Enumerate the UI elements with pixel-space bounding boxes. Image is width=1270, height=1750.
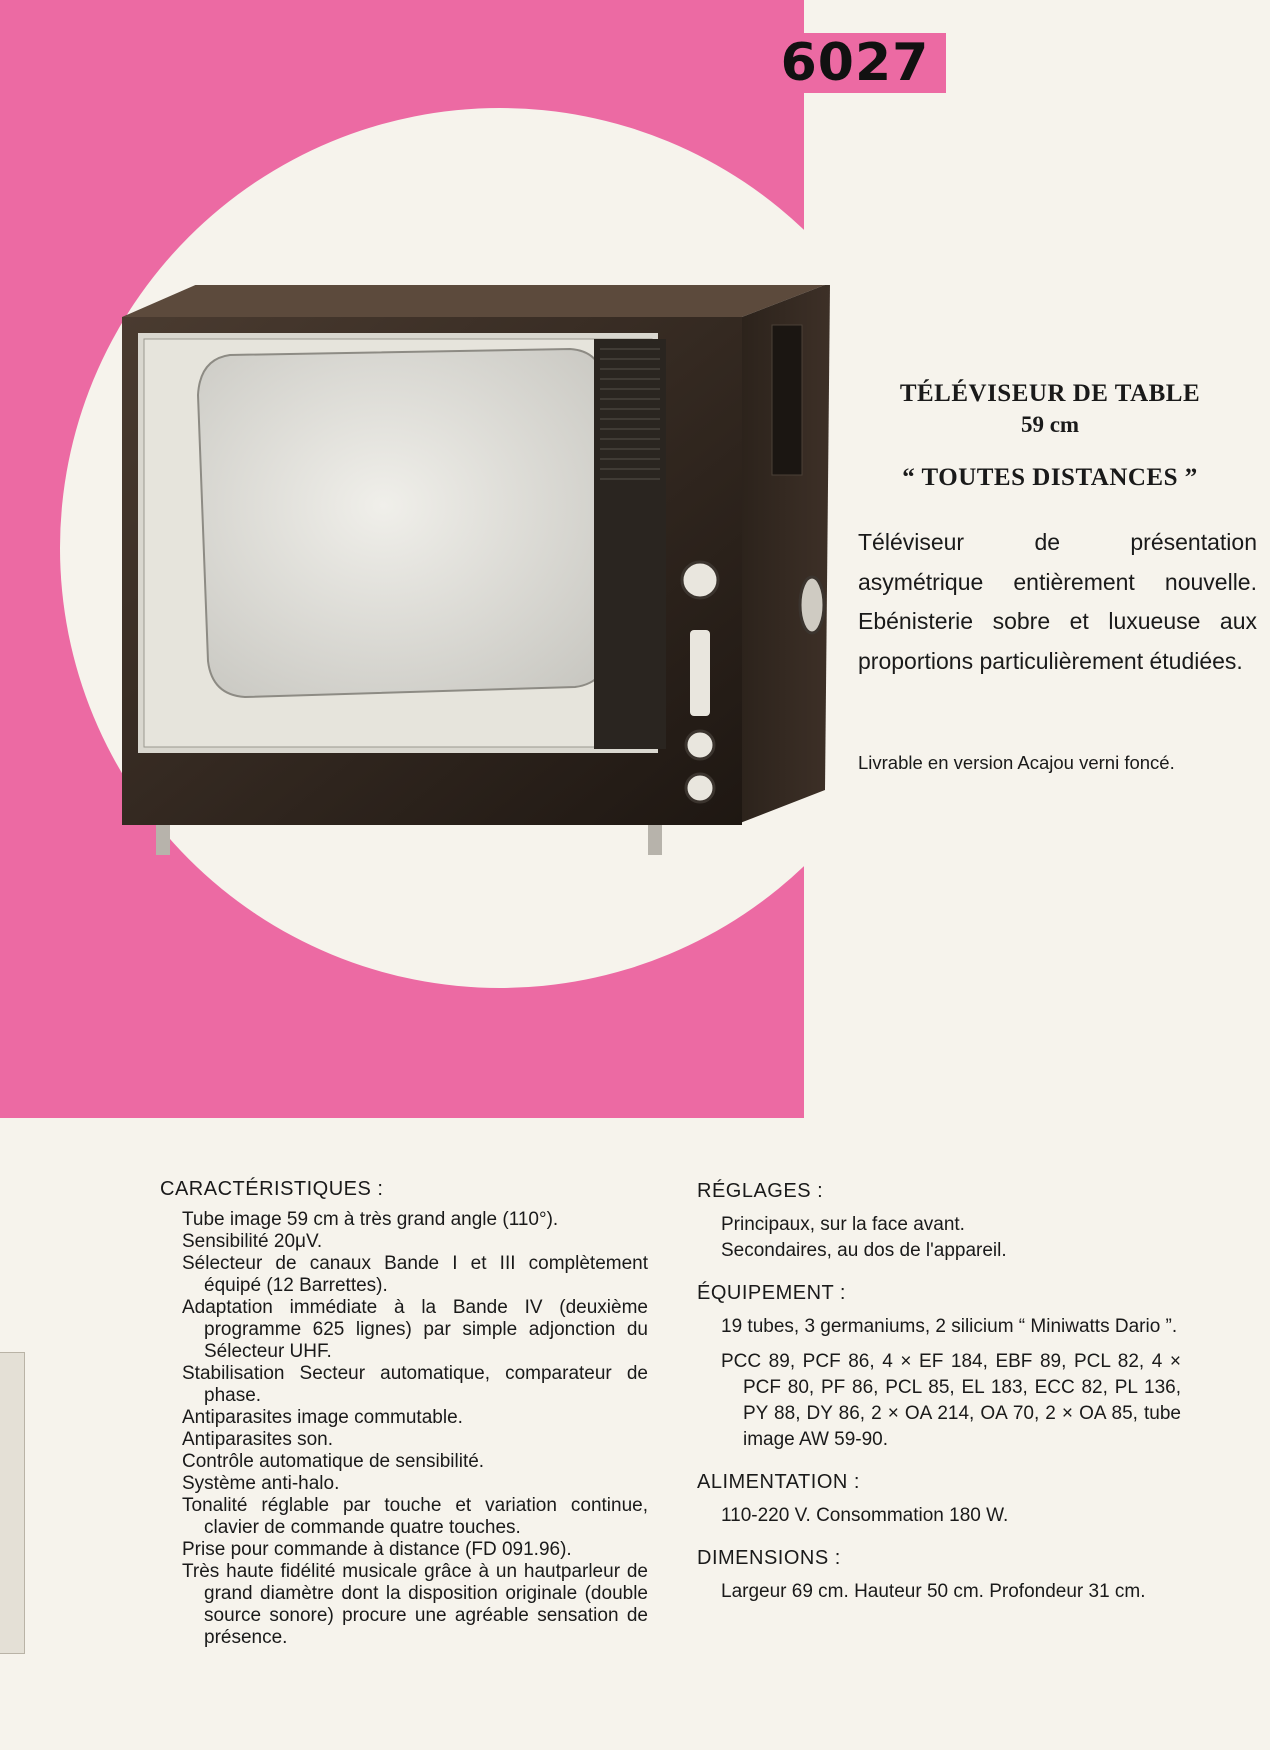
equipement-title: ÉQUIPEMENT : bbox=[697, 1282, 846, 1304]
spec-item: Adaptation immédiate à la Bande IV (deuxième programme 625 lignes) par simple adjonction du Sélecteur UHF. bbox=[182, 1297, 648, 1362]
spec-item: Antiparasites son. bbox=[182, 1429, 334, 1450]
television-photo bbox=[120, 285, 840, 885]
equipement-tubes: 19 tubes, 3 germaniums, 2 silicium “ Miniwatts Dario ”. bbox=[721, 1316, 1178, 1337]
dimensions-title: DIMENSIONS : bbox=[697, 1547, 841, 1569]
equipement-section bbox=[697, 1282, 1181, 1453]
right-specs-column bbox=[697, 1180, 1181, 1623]
finish-note: Livrable en version Acajou verni foncé. bbox=[858, 752, 1175, 773]
spec-item: Tube image 59 cm à très grand angle (110°). bbox=[182, 1209, 559, 1230]
dimensions-text: Largeur 69 cm. Hauteur 50 cm. Profondeur 31 cm. bbox=[721, 1581, 1146, 1602]
reglages-line: Secondaires, au dos de l'appareil. bbox=[721, 1240, 1007, 1261]
reglages-line: Principaux, sur la face avant. bbox=[721, 1214, 965, 1235]
product-description: Téléviseur de présentation asymétrique entièrement nouvelle. Ebénisterie sobre et luxueuse aux proportions particulièrement étudiées. bbox=[858, 529, 1257, 674]
page-edge-tab bbox=[0, 1352, 25, 1654]
headline-screen-size: 59 cm bbox=[1020, 412, 1080, 437]
spec-item: Tonalité réglable par touche et variation continue, clavier de commande quatre touches. bbox=[182, 1495, 648, 1538]
caracteristiques-title: CARACTÉRISTIQUES : bbox=[160, 1178, 384, 1200]
model-number: 6027 bbox=[780, 33, 930, 93]
alimentation-section bbox=[697, 1471, 1181, 1529]
alimentation-title: ALIMENTATION : bbox=[697, 1471, 860, 1493]
headline-slogan: “ TOUTES DISTANCES ” bbox=[902, 464, 1198, 491]
caracteristiques-section bbox=[160, 1178, 648, 1649]
spec-item: Antiparasites image commutable. bbox=[182, 1407, 463, 1428]
equipement-tube-list: PCC 89, PCF 86, 4 × EF 184, EBF 89, PCL 82, 4 × PCF 80, PF 86, PCL 85, EL 183, ECC 82, PL 136, PY 88, DY 86, 2 × OA 214, OA 70, 2 × OA 85, tube image AW 59-90. bbox=[721, 1351, 1181, 1450]
alimentation-text: 110-220 V. Consommation 180 W. bbox=[721, 1505, 1009, 1526]
spec-item: Stabilisation Secteur automatique, comparateur de phase. bbox=[182, 1363, 648, 1406]
spec-item: Système anti-halo. bbox=[182, 1473, 340, 1494]
spec-item: Contrôle automatique de sensibilité. bbox=[182, 1451, 485, 1472]
reglages-section bbox=[697, 1180, 1181, 1264]
caracteristiques-list bbox=[182, 1209, 648, 1649]
spec-item: Sensibilité 20μV. bbox=[182, 1231, 323, 1252]
model-badge bbox=[764, 33, 946, 93]
spec-item: Prise pour commande à distance (FD 091.96). bbox=[182, 1539, 572, 1560]
spec-item: Sélecteur de canaux Bande I et III complètement équipé (12 Barrettes). bbox=[182, 1253, 648, 1296]
headline-product-type: TÉLÉVISEUR DE TABLE bbox=[899, 380, 1201, 407]
reglages-title: RÉGLAGES : bbox=[697, 1180, 824, 1202]
spec-item: Très haute fidélité musicale grâce à un hautparleur de grand diamètre dont la disposition originale (double source sonore) procure une agréable sensation de présence. bbox=[182, 1561, 648, 1648]
headline bbox=[860, 380, 1240, 492]
dimensions-section bbox=[697, 1547, 1181, 1605]
